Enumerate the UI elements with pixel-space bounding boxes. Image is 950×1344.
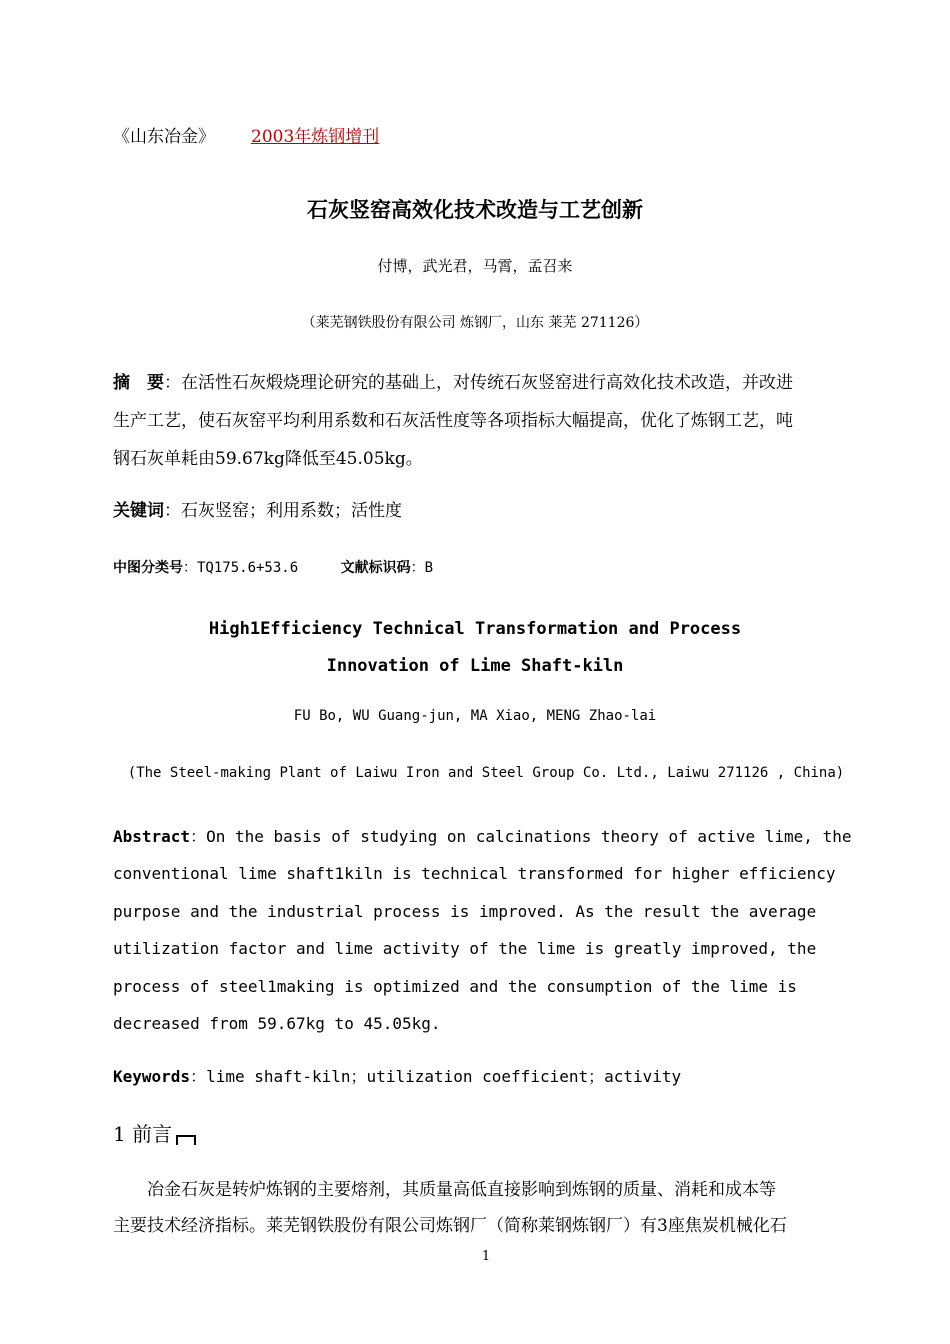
affiliation-chinese: （莱芜钢铁股份有限公司 炼钢厂，山东 莱芜 271126） [301, 315, 649, 331]
abstract-english-line: ：On the basis of studying on calcinations theory of active lime, the [190, 827, 852, 846]
keywords-chinese-label: 关键词 [113, 501, 164, 521]
abstract-chinese [113, 364, 861, 478]
title-english [0, 611, 950, 685]
abstract-english [113, 818, 861, 1042]
classification-line [113, 557, 433, 577]
doc-code-label: 文献标识码 [340, 560, 411, 576]
abstract-english-line: conventional lime shaft1kiln is technical transformed for higher efficiency [113, 864, 836, 884]
title-english-line: Innovation of Lime Shaft-kiln [326, 656, 624, 676]
abstract-english-line: decreased from 59.67kg to 45.05kg. [113, 1014, 441, 1034]
doc-code-value: ：B [410, 560, 434, 576]
abstract-chinese-line: 钢石灰单耗由59.67kg降低至45.05kg。 [113, 449, 423, 469]
title-chinese: 石灰竖窑高效化技术改造与工艺创新 [307, 197, 643, 222]
keywords-chinese [113, 496, 402, 521]
abstract-chinese-label: 摘 要 [113, 373, 164, 393]
abstract-english-line: purpose and the industrial process is improved. As the result the average [113, 901, 817, 921]
authors-english: FU Bo, WU Guang-jun, MA Xiao, MENG Zhao-lai [293, 708, 657, 724]
journal-issue-link[interactable]: 2003年炼钢增刊 [251, 127, 380, 147]
keywords-chinese-text: ：石灰竖窑；利用系数；活性度 [164, 501, 402, 521]
abstract-english-line: utilization factor and lime activity of the lime is greatly improved, the [113, 939, 817, 959]
authors-chinese: 付博，武光君，马霄，孟召来 [377, 257, 573, 275]
title-english-line: High1Efficiency Technical Transformation and Process [208, 619, 742, 639]
abstract-chinese-line: ：在活性石灰煅烧理论研究的基础上，对传统石灰竖窑进行高效化技术改造，并改进 [164, 373, 793, 393]
clc-value: ：TQ175.6+53.6 [183, 560, 299, 576]
abstract-english-label: Abstract [113, 827, 191, 846]
clc-label: 中图分类号 [113, 560, 183, 576]
abstract-chinese-line: 生产工艺，使石灰窑平均利用系数和石灰活性度等各项指标大幅提高，优化了炼钢工艺，吨 [113, 411, 793, 431]
anchor-mark-icon [176, 1135, 196, 1145]
keywords-english [113, 1064, 681, 1087]
affiliation-english: (The Steel-making Plant of Laiwu Iron and Steel Group Co. Ltd., Laiwu 271126 , China) [127, 765, 845, 781]
keywords-english-text: ：lime shaft-kiln；utilization coefficient；activity [190, 1067, 682, 1086]
keywords-english-label: Keywords [113, 1067, 191, 1086]
body-paragraph [113, 1172, 861, 1244]
section-number: 1 [113, 1122, 126, 1146]
body-line: 冶金石灰是转炉炼钢的主要熔剂，其质量高低直接影响到炼钢的质量、消耗和成本等 [113, 1180, 776, 1200]
journal-header [113, 122, 379, 147]
abstract-english-line: process of steel1making is optimized and the consumption of the lime is [113, 976, 797, 996]
journal-name: 《山东冶金》 [113, 127, 215, 147]
body-line: 主要技术经济指标。莱芜钢铁股份有限公司炼钢厂（简称莱钢炼钢厂）有3座焦炭机械化石 [113, 1216, 787, 1236]
section-title: 前言 [132, 1122, 173, 1146]
section-heading [113, 1118, 196, 1147]
page-number: 1 [481, 1249, 491, 1264]
